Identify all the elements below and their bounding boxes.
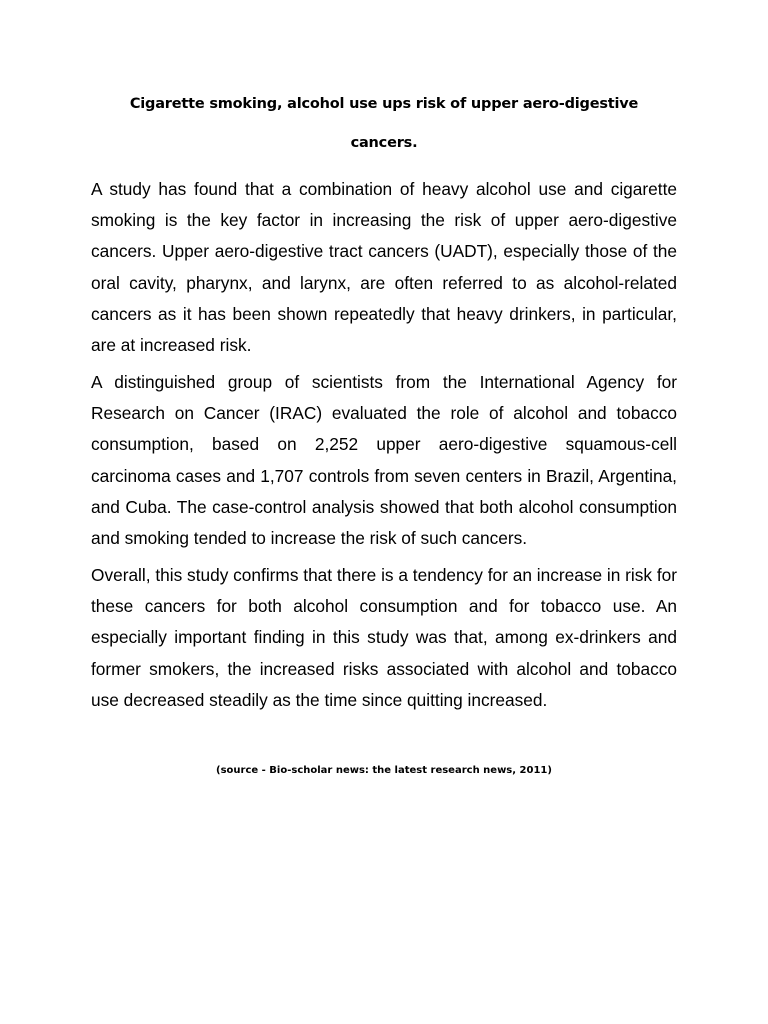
paragraph-intro: A study has found that a combination of heavy alcohol use and cigarette smoking is the key factor in increasing the risk of upper aero-digestive cancers. Upper aero-digestive tract cancers (UADT), especially those of the oral cavity, pharynx, and larynx, are often referred to as alcohol-related cancers as it has been shown repeatedly that heavy drinkers, in particular, are at increased risk. <box>91 179 677 356</box>
paragraph-study: A distinguished group of scientists from the International Agency for Research on Cancer (IRAC) evaluated the role of alcohol and tobacco consumption, based on 2,252 upper aero-digestive squamous-cell carcinoma cases and 1,707 controls from seven centers in Brazil, Argentina, and Cuba. The case-control analysis showed that both alcohol consumption and smoking tended to increase the risk of such cancers. <box>91 372 677 549</box>
source-citation: (source - Bio-scholar news: the latest research news, 2011) <box>216 765 552 776</box>
article-title-line-1: Cigarette smoking, alcohol use ups risk of upper aero-digestive <box>129 96 639 112</box>
paragraph-conclusion: Overall, this study confirms that there is a tendency for an increase in risk for these cancers for both alcohol consumption and for tobacco use. An especially important finding in this study was that, among ex-drinkers and former smokers, the increased risks associated with alcohol and tobacco use decreased steadily as the time since quitting increased. <box>91 565 677 710</box>
article-title-line-2: cancers. <box>350 135 418 151</box>
